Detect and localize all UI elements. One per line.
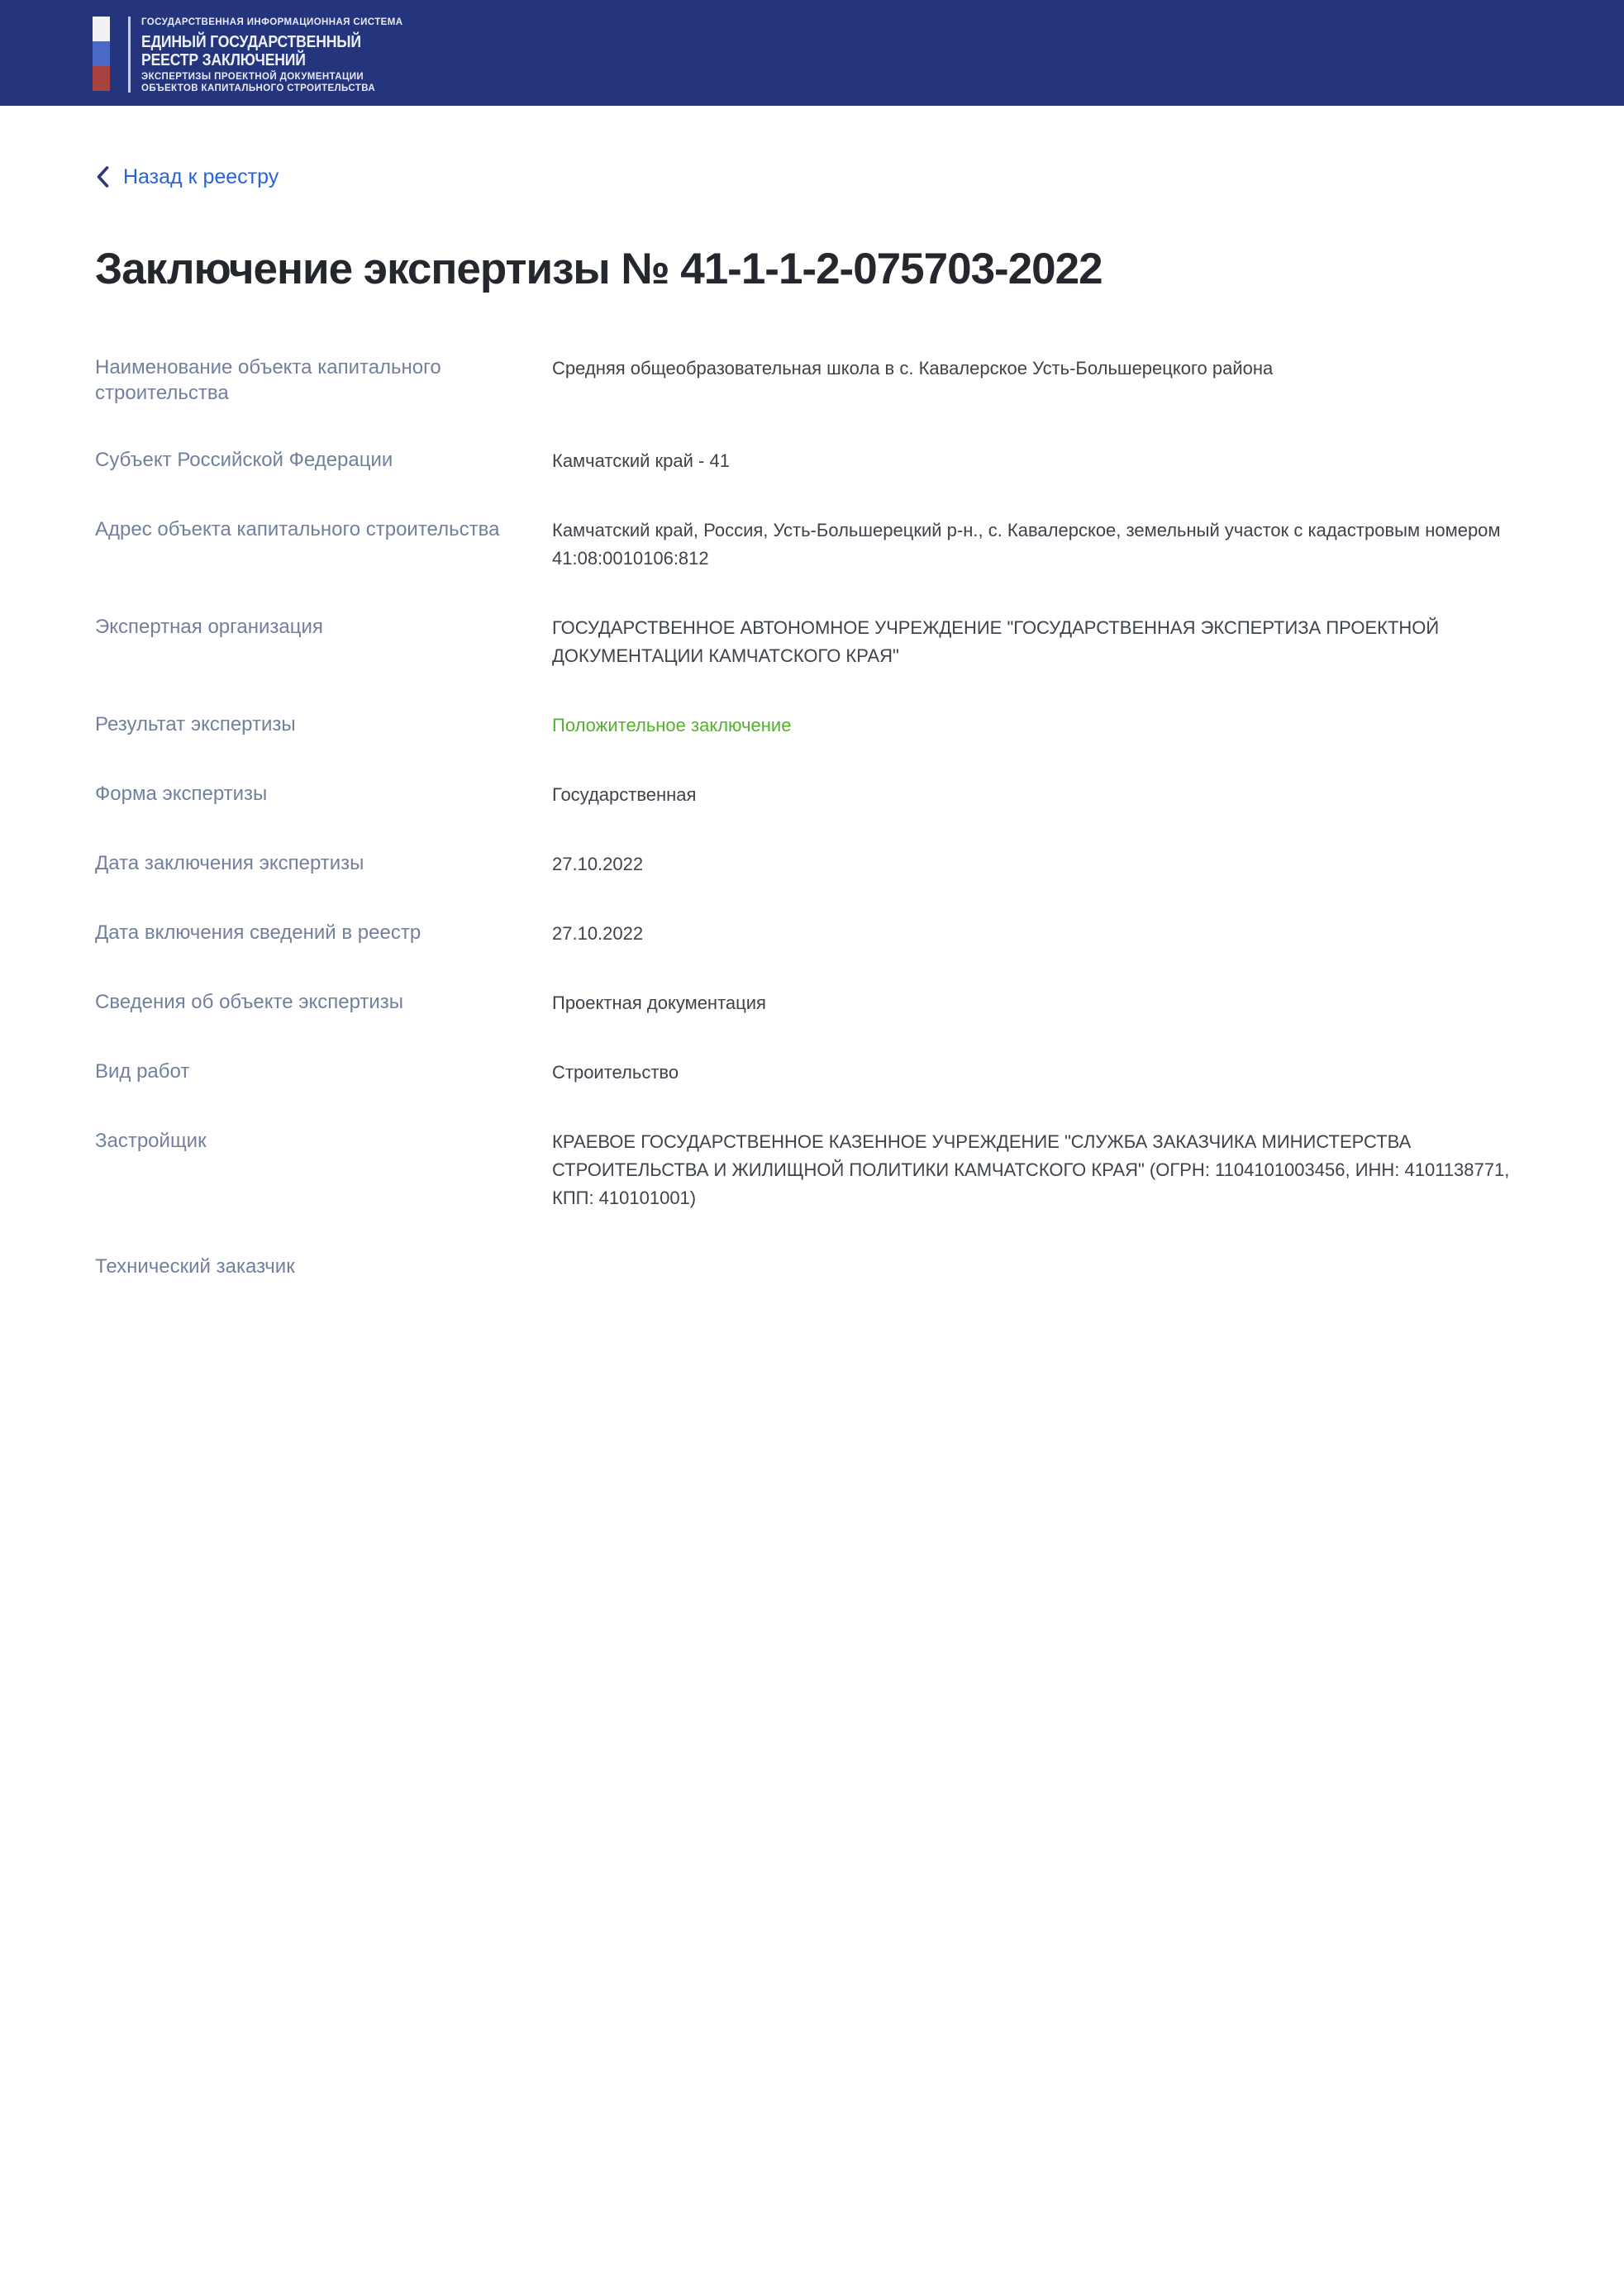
field-label: Результат экспертизы (95, 713, 296, 735)
flag-stripe-white (93, 17, 110, 41)
field-row (95, 781, 1529, 809)
field-row (95, 850, 1529, 878)
page-title: Заключение экспертизы № 41-1-1-2-075703-2022 (95, 245, 1103, 293)
field-value: Государственная (552, 784, 697, 805)
back-link-label: Назад к реестру (123, 165, 279, 188)
header-subtitle-line1: ЭКСПЕРТИЗЫ ПРОЕКТНОЙ ДОКУМЕНТАЦИИ (141, 72, 364, 82)
field-value: Строительство (552, 1062, 679, 1083)
field-label: Адрес объекта капитального строительства (95, 518, 500, 540)
field-row (95, 1059, 1529, 1087)
header-title-line1: ЕДИНЫЙ ГОСУДАРСТВЕННЫЙ (141, 33, 361, 51)
field-value: ГОСУДАРСТВЕННОЕ АВТОНОМНОЕ УЧРЕЖДЕНИЕ "ГОСУДАРСТВЕННАЯ ЭКСПЕРТИЗА ПРОЕКТНОЙ ДОКУМЕНТАЦИИ КАМЧАТСКОГО КРАЯ" (552, 617, 1440, 666)
flag-stripe-blue (93, 41, 110, 66)
chevron-left-icon (95, 165, 110, 188)
field-value: Проектная документация (552, 993, 766, 1013)
field-value-status: Положительное заключение (552, 715, 792, 735)
header-subtitle-line2: ОБЪЕКТОВ КАПИТАЛЬНОГО СТРОИТЕЛЬСТВА (141, 83, 376, 93)
fields-list (95, 355, 1529, 1279)
field-row (95, 920, 1529, 948)
header-divider (128, 17, 131, 93)
field-label: Технический заказчик (95, 1255, 295, 1278)
field-label: Вид работ (95, 1060, 190, 1083)
back-to-registry-link[interactable] (95, 165, 279, 188)
field-label: Застройщик (95, 1130, 207, 1152)
field-label: Сведения об объекте экспертизы (95, 991, 404, 1013)
field-value: Средняя общеобразовательная школа в с. Кавалерское Усть-Большерецкого района (552, 358, 1274, 378)
header-logo-text (141, 17, 402, 94)
field-label: Наименование объекта капитального строительства (95, 356, 441, 404)
field-value: Камчатский край - 41 (552, 450, 730, 471)
field-label: Экспертная организация (95, 616, 323, 638)
field-label: Дата заключения экспертизы (95, 852, 364, 874)
field-row (95, 447, 1529, 475)
field-row (95, 1128, 1529, 1212)
field-label: Форма экспертизы (95, 783, 268, 805)
field-row (95, 355, 1529, 406)
app-header (0, 0, 1624, 106)
field-row (95, 1254, 1529, 1279)
field-row (95, 712, 1529, 740)
field-value: КРАЕВОЕ ГОСУДАРСТВЕННОЕ КАЗЕННОЕ УЧРЕЖДЕНИЕ "СЛУЖБА ЗАКАЗЧИКА МИНИСТЕРСТВА СТРОИТЕЛЬСТВА И ЖИЛИЩНОЙ ПОЛИТИКИ КАМЧАТСКОГО КРАЯ" (ОГРН: 1104101003456, ИНН: 4101138771, КПП: 410101001) (552, 1131, 1510, 1208)
field-value: 27.10.2022 (552, 923, 644, 944)
field-row (95, 517, 1529, 573)
field-label: Дата включения сведений в реестр (95, 921, 421, 944)
content (0, 106, 1624, 1279)
field-row (95, 614, 1529, 670)
header-title-line2: РЕЕСТР ЗАКЛЮЧЕНИЙ (141, 50, 306, 69)
russia-flag-logo (93, 17, 110, 91)
field-value (552, 1254, 1529, 1279)
header-gis-label: ГОСУДАРСТВЕННАЯ ИНФОРМАЦИОННАЯ СИСТЕМА (141, 17, 403, 27)
field-row (95, 989, 1529, 1017)
field-value: Камчатский край, Россия, Усть-Большерецкий р-н., с. Кавалерское, земельный участок с кадастровым номером 41:08:0010106:812 (552, 520, 1501, 569)
field-label: Субъект Российской Федерации (95, 449, 393, 471)
flag-stripe-red (93, 66, 110, 91)
field-value: 27.10.2022 (552, 854, 644, 874)
